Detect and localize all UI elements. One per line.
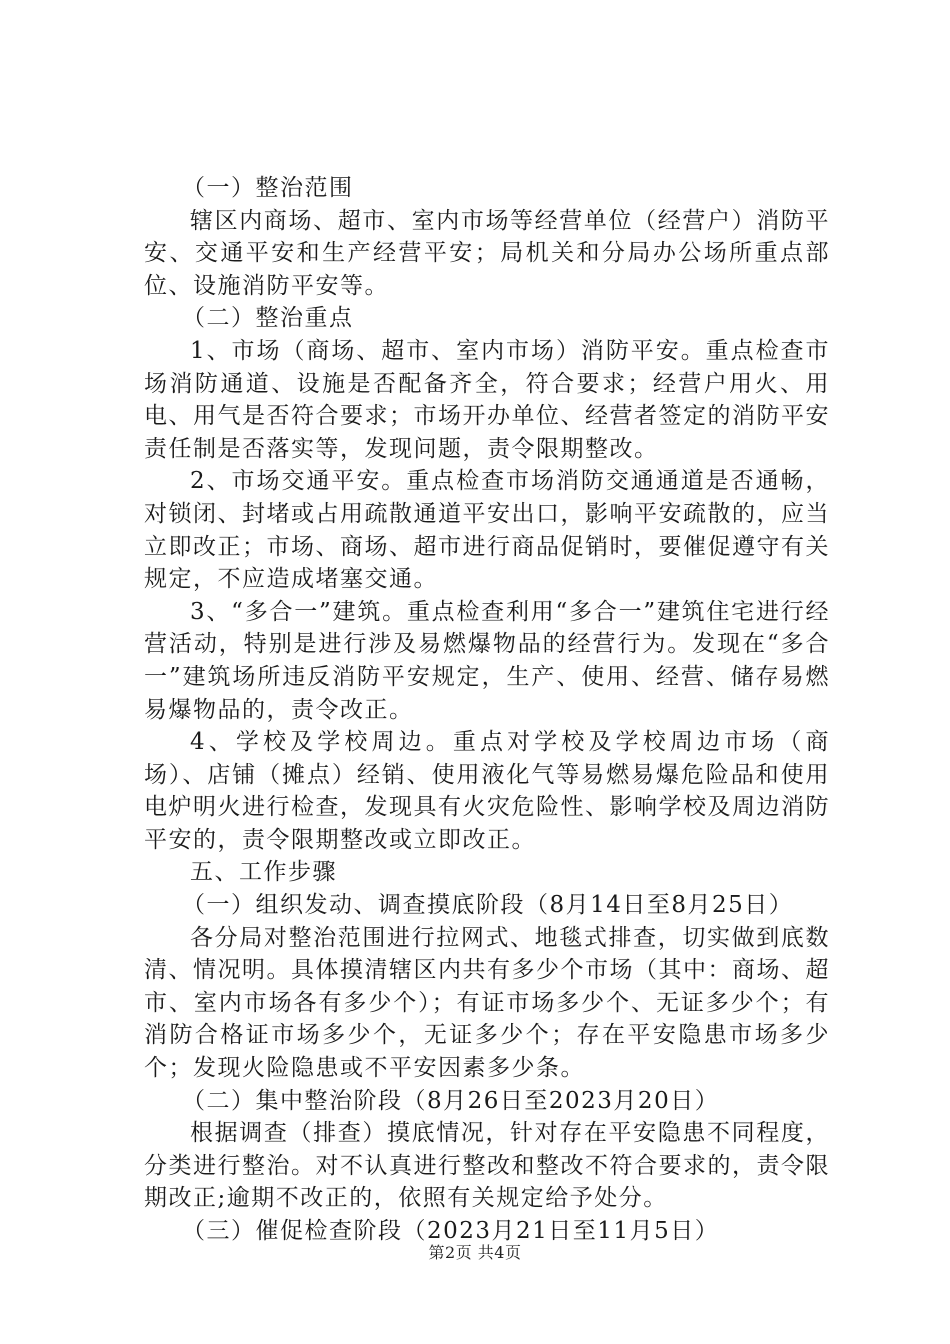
subheading-stage-three: （三）催促检查阶段（2023月21日至11月5日） xyxy=(182,1218,720,1244)
paragraph-stage-one: 各分局对整治范围进行拉网式、地毯式排查，切实做到底数清、情况明。具体摸清辖区内共有多少个市场（其中：商场、超市、室内市场各有多少个）；有证市场多少个、无证多少个；有消防合格证市场多少个，无证多少个；存在平安隐患市场多少个；发现火险隐患或不平安因素多少条。 xyxy=(144,924,830,1082)
section-heading-scope: （一）整治范围 xyxy=(182,175,354,201)
paragraph-scope: 辖区内商场、超市、室内市场等经营单位（经营户）消防平安、交通平安和生产经营平安；局机关和分局办公场所重点部位、设施消防平安等。 xyxy=(144,207,830,299)
paragraph-market-traffic-safety: 2、市场交通平安。重点检查市场消防交通通道是否通畅，对锁闭、封堵或占用疏散通道平安出口，影响平安疏散的，应当立即改正；市场、商场、超市进行商品促销时，要催促遵守有关规定，不应造成堵塞交通。 xyxy=(144,468,830,593)
document-body xyxy=(144,172,830,1248)
paragraph-stage-two: 根据调查（排查）摸底情况，针对存在平安隐患不同程度，分类进行整治。对不认真进行整改和整改不符合要求的，责令限期改正;逾期不改正的，依照有关规定给予处分。 xyxy=(144,1120,830,1212)
section-heading-work-steps: 五、工作步骤 xyxy=(190,859,337,886)
paragraph-multi-use-buildings: 3、“多合一”建筑。重点检查利用“多合一”建筑住宅进行经营活动，特别是进行涉及易燃爆物品的经营行为。发现在“多合一”建筑场所违反消防平安规定，生产、使用、经营、储存易燃易爆物品的，责令改正。 xyxy=(144,598,830,723)
page-footer: 第2页 共4页 xyxy=(428,1243,522,1262)
section-heading-focus: （二）整治重点 xyxy=(182,305,354,332)
subheading-stage-one: （一）组织发动、调查摸底阶段（8月14日至8月25日） xyxy=(182,892,794,919)
subheading-stage-two: （二）集中整治阶段（8月26日至2023月20日） xyxy=(182,1087,720,1114)
paragraph-market-fire-safety: 1、市场（商场、超市、室内市场）消防平安。重点检查市场消防通道、设施是否配备齐全，符合要求；经营户用火、用电、用气是否符合要求；市场开办单位、经营者签定的消防平安责任制是否落实等，发现问题，责令限期整改。 xyxy=(144,337,830,462)
paragraph-schools: 4、学校及学校周边。重点对学校及学校周边市场（商场）、店铺（摊点）经销、使用液化气等易燃易爆危险品和使用电炉明火进行检查，发现具有火灾危险性、影响学校及周边消防平安的，责令限期整改或立即改正。 xyxy=(144,729,830,853)
